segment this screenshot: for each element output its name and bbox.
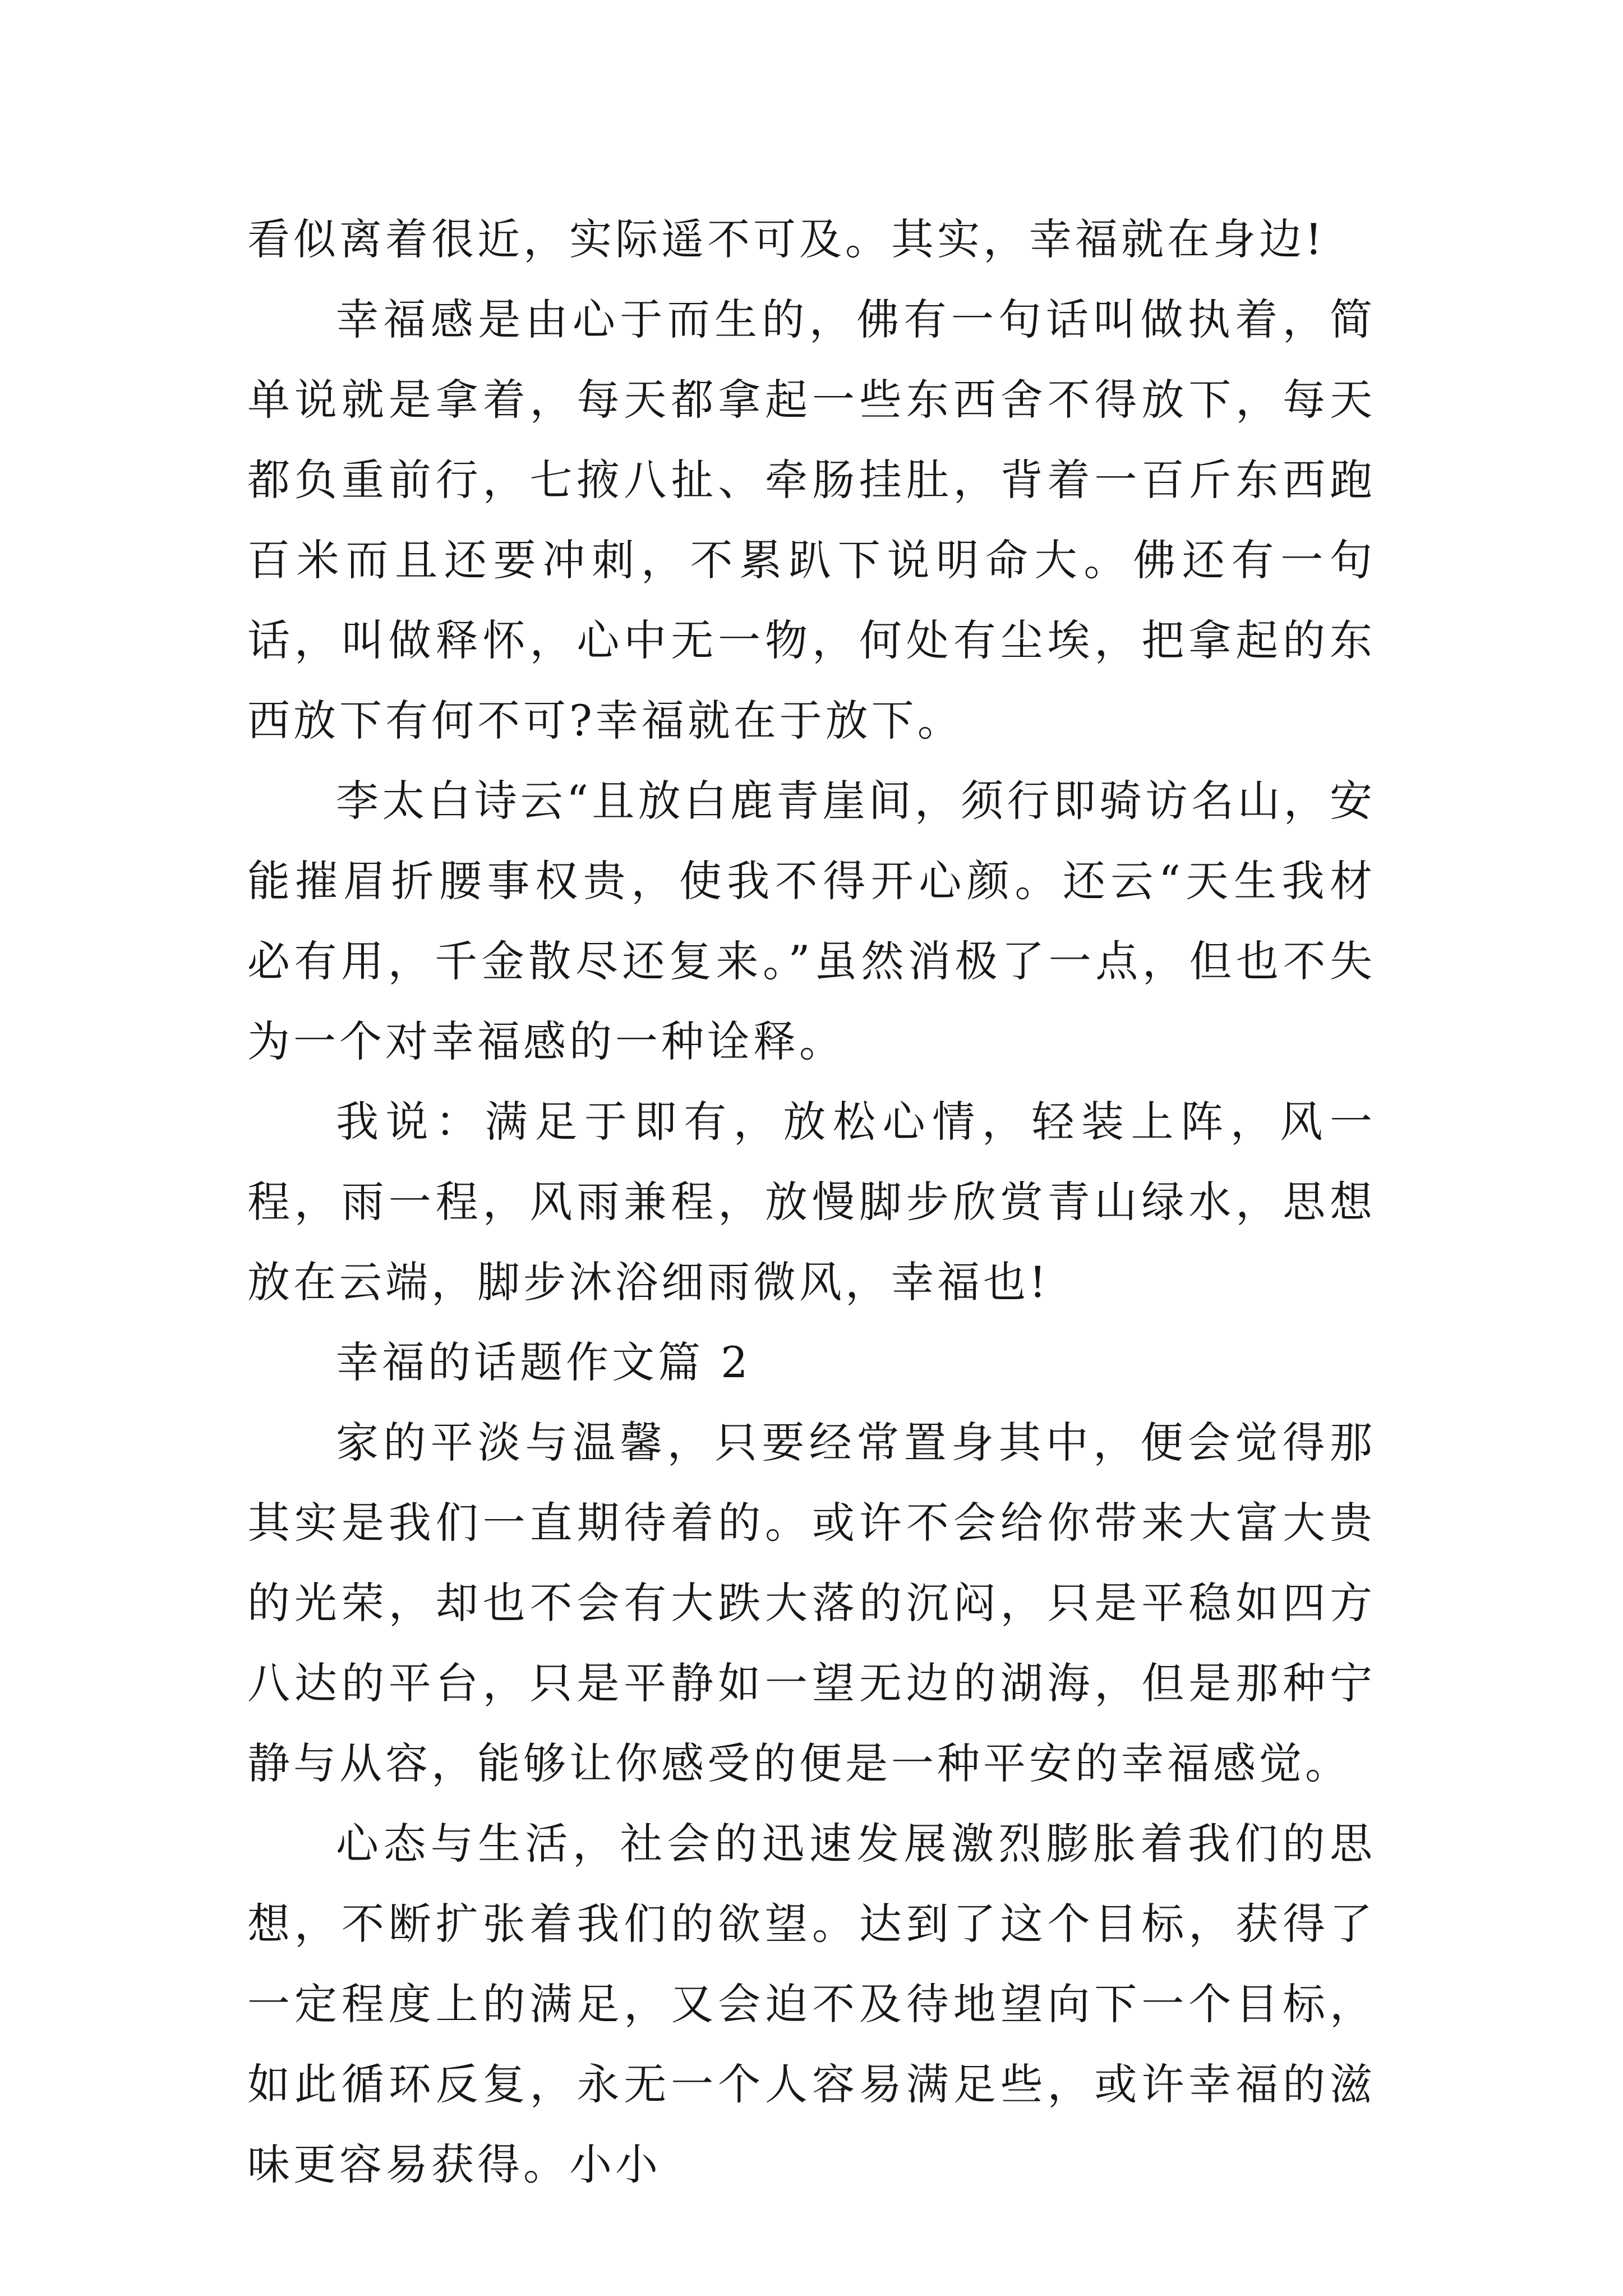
paragraph: 李太白诗云“且放白鹿青崖间，须行即骑访名山，安能摧眉折腰事权贵，使我不得开心颜。还云“天生我材必有用，千金散尽还复来。”虽然消极了一点，但也不失为一个对幸福感的一种诠释。 — [247, 776, 1376, 1066]
paragraph-continuation: 看似离着很近，实际遥不可及。其实，幸福就在身边! — [247, 214, 1326, 264]
document-body — [247, 199, 1376, 2205]
paragraph: 幸福感是由心于而生的，佛有一句话叫做执着，简单说就是拿着，每天都拿起一些东西舍不得放下，每天都负重前行，七掖八扯、牵肠挂肚，背着一百斤东西跑百米而且还要冲刺，不累趴下说明命大。佛还有一句话，叫做释怀，心中无一物，何处有尘埃，把拿起的东西放下有何不可?幸福就在于放下。 — [247, 295, 1376, 746]
paragraph: 家的平淡与温馨，只要经常置身其中，便会觉得那其实是我们一直期待着的。或许不会给你带来大富大贵的光荣，却也不会有大跌大落的沉闷，只是平稳如四方八达的平台，只是平静如一望无边的湖海，但是那种宁静与从容，能够让你感受的便是一种平安的幸福感觉。 — [247, 1418, 1376, 1788]
paragraph: 我说：满足于即有，放松心情，轻装上阵，风一程，雨一程，风雨兼程，放慢脚步欣赏青山绿水，思想放在云端，脚步沐浴细雨微风，幸福也! — [247, 1097, 1376, 1307]
section-heading: 幸福的话题作文篇 2 — [336, 1337, 751, 1387]
paragraph: 心态与生活，社会的迅速发展激烈膨胀着我们的思想，不断扩张着我们的欲望。达到了这个目标，获得了一定程度上的满足，又会迫不及待地望向下一个目标，如此循环反复，永无一个人容易满足些，或许幸福的滋味更容易获得。小小 — [247, 1819, 1376, 2189]
